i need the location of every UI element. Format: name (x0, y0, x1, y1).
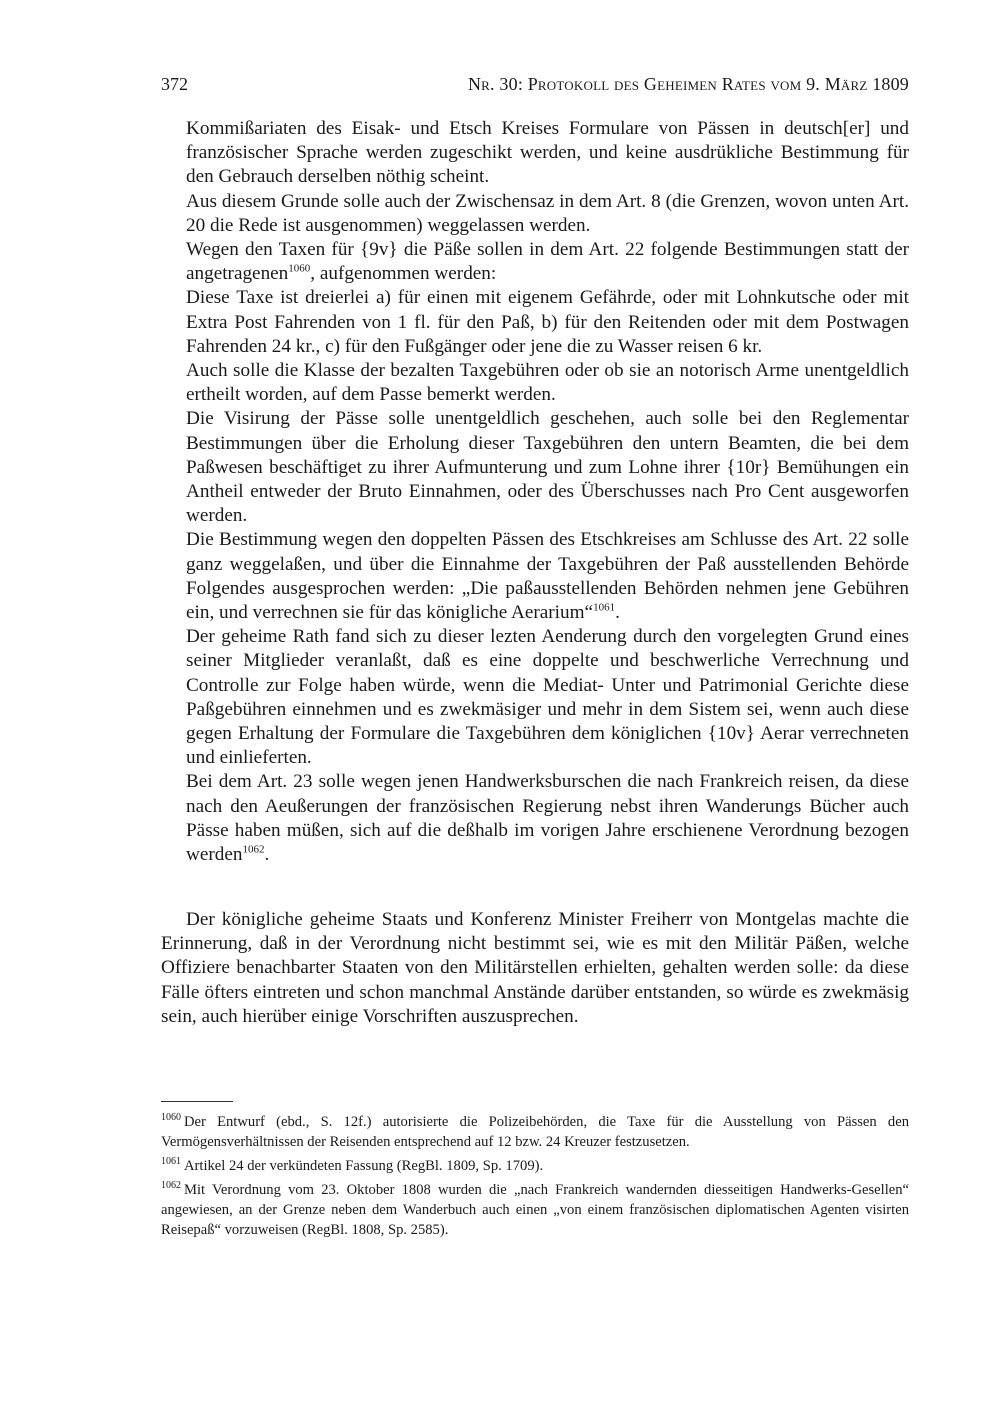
block-paragraph-9: Bei dem Art. 23 solle wegen jenen Handwerksburschen die nach Frankreich reisen, da diese nach den Aeußerungen der französischen Regierung nebst ihren Wanderungs Bücher auch Pässe haben müßen, sich auf die deßhalb im vorigen Jahre erschienene Verordnung bezogen werden$^{1062}$. (186, 771, 909, 866)
main-paragraph: Der königliche geheime Staats und Konferenz Minister Freiherr von Montgelas machte die Erinnerung, daß in der Verordnung nicht bestimmt sei, wie es mit den Militär Päßen, welche Offiziere benachbarter Staaten von den Militärstellen erhielten, gehalten werden solle: da diese Fälle öfters eintreten und schon manchmal Anstände darüber entstanden, so würde es zwekmäsig sein, auch hierüber einige Vorschriften auszusprechen. (161, 909, 909, 1027)
footnote-1061 (161, 1156, 909, 1176)
footnotes (161, 1112, 909, 1244)
footnote-number: 1060 (161, 1112, 181, 1124)
footnote-1062 (161, 1180, 909, 1240)
indented-text-block (186, 117, 909, 867)
page-number: 372 (161, 74, 188, 94)
footnote-number: 1062 (161, 1180, 181, 1192)
footnote-1060 (161, 1112, 909, 1152)
block-paragraph-8: Der geheime Rath fand sich zu dieser lezten Aenderung durch den vorgelegten Grund eines seiner Mitglieder veranlaßt, daß es eine doppelte und beschwerliche Verrechnung und Controlle zur Folge haben würde, wenn die Mediat- Unter und Patrimonial Gerichte diese Paßgebühren einnehmen und es zwekmäsiger und mehr in dem Sistem sei, wenn auch diese gegen Erhaltung der Formulare die Taxgebühren dem königlichen {10v} Aerar verrechneten und einlieferten. (186, 626, 909, 769)
footnote-text: Mit Verordnung vom 23. Oktober 1808 wurden die „nach Frankreich wandernden diesseitigen Handwerks-Gesellen“ angewiesen, an der Grenze neben dem Wanderbuch auch einen „von einem französischen diplomatischen Agenten visirten Reisepaß“ vorzuweisen (RegBl. 1808, Sp. 2585). (161, 1182, 909, 1238)
block-paragraph-4: Diese Taxe ist dreierlei a) für einen mit eigenem Gefährde, oder mit Lohnkutsche oder mit Extra Post Fahrenden von 1 fl. für den Paß, b) für den Reitenden oder mit dem Postwagen Fahrenden 24 kr., c) für den Fußgänger oder jene die zu Wasser reisen 6 kr. (186, 287, 909, 357)
footnote-text: Artikel 24 der verkündeten Fassung (RegBl. 1809, Sp. 1709). (184, 1158, 544, 1174)
footnote-ref-1062[interactable]: 1062 (242, 843, 265, 856)
block-paragraph-7: Die Bestimmung wegen den doppelten Pässen des Etschkreises am Schlusse des Art. 22 solle ganz weggelaßen, und über die Einnahme der Taxgebühren der Paß ausstellenden Behörde Folgendes ausgesprochen werden: „Die paßausstellenden Behörden nehmen jene Gebühren ein, und verrechnen sie für das königliche Aerarium“$^{1061}$. (186, 529, 909, 624)
footnote-text: Der Entwurf (ebd., S. 12f.) autorisierte die Polizeibehörden, die Taxe für die Ausstellung von Pässen den Vermögensverhältnissen der Reisenden entsprechend auf 12 bzw. 24 Kreuzer festzusetzen. (161, 1114, 909, 1150)
main-paragraph-block (161, 908, 909, 1029)
block-paragraph-5: Auch solle die Klasse der bezalten Taxgebühren oder ob sie an notorisch Arme unentgeldlich ertheilt worden, auf dem Passe bemerkt werden. (186, 360, 909, 406)
block-paragraph-1: Kommißariaten des Eisak- und Etsch Kreises Formulare von Pässen in deutsch[er] und französischer Sprache werden zugeschikt werden, und keine ausdrükliche Bestimmung für den Gebrauch derselben nöthig scheint. (186, 118, 909, 188)
block-paragraph-6: Die Visirung der Pässe solle unentgeldlich geschehen, auch solle bei den Reglementar Bestimmungen über die Erholung dieser Taxgebühren den untern Beamten, die bei dem Paßwesen beschäftiget zu ihrer Aufmunterung und zum Lohne ihrer {10r} Bemühungen ein Antheil entweder der Bruto Einnahmen, oder des Überschusses nach Pro Cent ausgeworfen werden. (186, 408, 909, 527)
footnote-separator (161, 1101, 233, 1102)
block-paragraph-3: Wegen den Taxen für {9v} die Päße sollen in dem Art. 22 folgende Bestimmungen statt der angetragenen$^{1060}$, aufgenommen werden: (186, 239, 909, 285)
block-paragraph-2: Aus diesem Grunde solle auch der Zwischensaz in dem Art. 8 (die Grenzen, wovon unten Art. 20 die Rede ist ausgenommen) weggelassen werden. (186, 190, 909, 236)
footnote-number: 1061 (161, 1156, 181, 1168)
footnote-ref-1061[interactable]: 1061 (593, 601, 616, 614)
running-title: Nr. 30: Protokoll des Geheimen Rates vom 9. März 1809 (467, 74, 909, 94)
footnote-ref-1060[interactable]: 1060 (288, 262, 311, 275)
